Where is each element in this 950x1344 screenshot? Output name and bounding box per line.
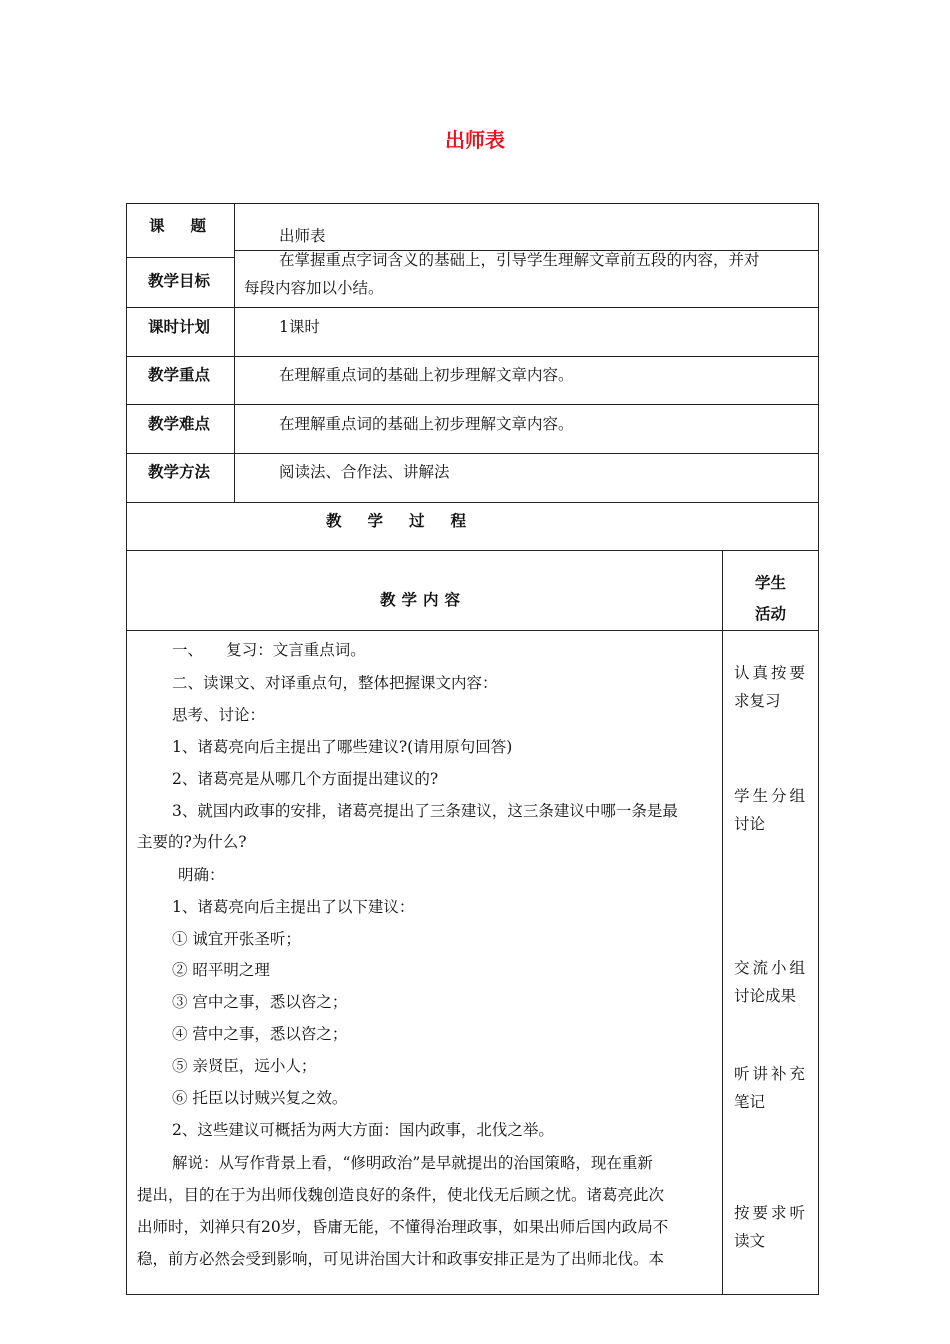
content-line: 一、 复习：文言重点词。	[172, 641, 366, 659]
content-line: 提出，目的在于为出师伐魏创造良好的条件，使北伐无后顾之忧。诸葛亮此次	[137, 1186, 665, 1204]
activity-3-line2: 讨论成果	[734, 987, 797, 1005]
content-line: ⑥ 托臣以讨贼兴复之效。	[172, 1089, 348, 1107]
activity-4-line1: 听讲补充	[734, 1065, 809, 1083]
value-topic: 出师表	[279, 227, 326, 245]
label-method: 教学方法	[148, 463, 211, 481]
content-line: ④ 营中之事，悉以咨之；	[172, 1025, 348, 1043]
content-line: 明确：	[178, 866, 225, 884]
content-line: 1、诸葛亮向后主提出了以下建议：	[172, 898, 415, 916]
value-method: 阅读法、合作法、讲解法	[279, 463, 450, 481]
label-focus: 教学重点	[148, 366, 211, 384]
value-schedule: 1课时	[279, 318, 320, 336]
content-line: 解说：从写作背景上看，“修明政治”是早就提出的治国策略，现在重新	[172, 1154, 653, 1172]
activity-3-line1: 交流小组	[734, 959, 809, 977]
activity-header-line1: 学生	[755, 574, 787, 592]
activity-4-line2: 笔记	[734, 1093, 766, 1111]
activity-4	[734, 1060, 812, 1116]
content-line: 出师时，刘禅只有20岁，昏庸无能，不懂得治理政事，如果出师后国内政局不	[137, 1218, 669, 1236]
activity-2-line2: 讨论	[734, 815, 766, 833]
label-schedule: 课时计划	[148, 318, 211, 336]
content-line: 1、诸葛亮向后主提出了哪些建议?(请用原句回答)	[172, 738, 513, 756]
label-difficulty: 教学难点	[148, 415, 211, 433]
content-line: 二、读课文、对译重点句，整体把握课文内容：	[172, 674, 498, 692]
content-line: 思考、讨论：	[172, 706, 266, 724]
activity-1	[734, 659, 812, 715]
label-topic: 课题	[149, 217, 233, 235]
content-line: ③ 宫中之事，悉以咨之；	[172, 993, 348, 1011]
activity-5-line1: 按要求听	[734, 1204, 809, 1222]
activity-5-line2: 读文	[734, 1232, 766, 1250]
content-line: 稳，前方必然会受到影响，可见讲治国大计和政事安排正是为了出师北伐。本	[137, 1250, 665, 1268]
process-header: 教学过程	[326, 512, 493, 530]
value-difficulty: 在理解重点词的基础上初步理解文章内容。	[279, 415, 574, 433]
value-objectives-line2: 每段内容加以小结。	[244, 279, 384, 297]
activity-1-line2: 求复习	[734, 692, 781, 710]
content-line: 主要的?为什么?	[137, 833, 247, 851]
content-line: ① 诚宜开张圣听；	[172, 930, 301, 948]
content-header: 教学内容	[380, 591, 467, 609]
activity-5	[734, 1199, 812, 1255]
label-objectives: 教学目标	[148, 272, 211, 290]
document-title: 出师表	[445, 128, 505, 152]
content-line: ② 昭平明之理	[172, 961, 270, 979]
content-line: 2、这些建议可概括为两大方面：国内政事，北伐之举。	[172, 1121, 554, 1139]
activity-3	[734, 954, 812, 1010]
value-objectives-line1: 在掌握重点字词含义的基础上，引导学生理解文章前五段的内容，并对	[279, 251, 760, 269]
content-line: 3、就国内政事的安排，诸葛亮提出了三条建议，这三条建议中哪一条是最	[172, 802, 678, 820]
activity-header-line2: 活动	[755, 605, 787, 623]
content-line: ⑤ 亲贤臣，远小人；	[172, 1057, 317, 1075]
content-line: 2、诸葛亮是从哪几个方面提出建议的?	[172, 770, 439, 788]
value-focus: 在理解重点词的基础上初步理解文章内容。	[279, 366, 574, 384]
activity-2-line1: 学生分组	[734, 787, 809, 805]
activity-2	[734, 782, 812, 838]
activity-1-line1: 认真按要	[734, 664, 809, 682]
